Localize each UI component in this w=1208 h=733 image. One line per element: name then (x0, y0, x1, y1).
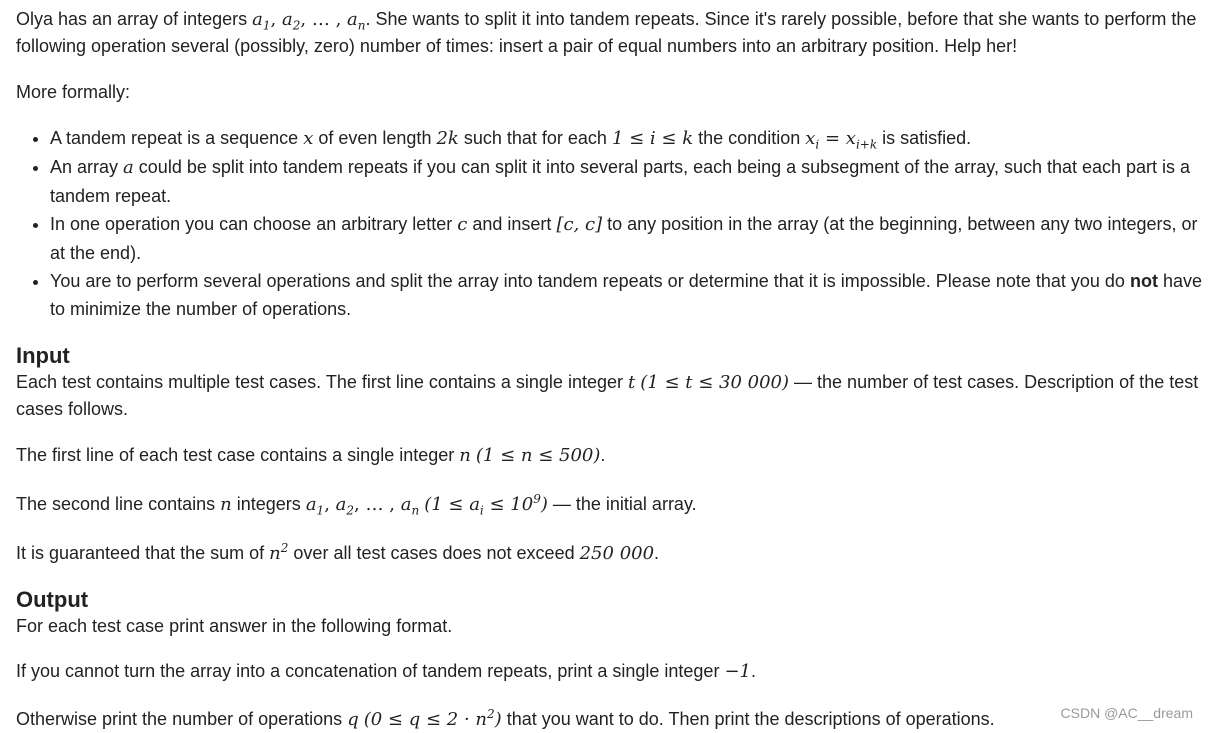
input-paragraph-3: The second line contains n integers $a_1$, $a_2$, … , $a_n$ $(1 \le a_i \le 10^9)$ — the initial array. (16, 492, 697, 518)
math-c: c (457, 214, 468, 235)
math-condition: 1 ≤ i ≤ k (611, 128, 694, 149)
math-t: t (628, 372, 636, 393)
math-n: n (220, 494, 232, 515)
math-t-range: (1 ≤ t ≤ 30 000) (640, 372, 790, 393)
math-seq-a1: $a_1$, $a_2$, … , $a_n$ (252, 9, 366, 33)
math-a: a (123, 157, 134, 178)
input-heading: Input (16, 343, 70, 368)
math-n-squared: $n^2$ (269, 541, 289, 564)
input-paragraph-4: It is guaranteed that the sum of $n^2$ over all test cases does not exceed 250 000. (16, 541, 660, 564)
output-heading: Output (16, 587, 89, 612)
math-n-range: (1 ≤ n ≤ 500) (475, 445, 601, 466)
math-minus-one: −1 (724, 661, 751, 682)
math-2k: 2k (436, 128, 459, 149)
math-seq: $a_1$, $a_2$, … , $a_n$ (305, 494, 420, 518)
list-item: • In one operation you can choose an arbitrary letter c and insert [c, c] to any position in the array (at the beginning, between any two integers, or at the end). (50, 210, 1204, 267)
input-paragraph-1: Each test contains multiple test cases. The first line contains a single integer t (1 ≤ t ≤ 30 000) — the number of test cases. Description of the test cases follows. (16, 372, 1199, 419)
intro-text-2: . She wants to split it into tandem repeats. Since it's rarely possible, before that she wants to perform the following operation several (possibly, zero) number of times: insert a pair of equal numbers into an arbitrary position. Help her! (16, 9, 1197, 56)
problem-statement (16, 6, 1204, 733)
more-formally-text: More formally: (16, 82, 131, 102)
math-x: x (303, 128, 314, 149)
input-paragraph-2: The first line of each test case contains a single integer n (1 ≤ n ≤ 500). (16, 445, 606, 466)
math-n: n (459, 445, 471, 466)
intro-text-1: Olya has an array of integers (16, 9, 248, 29)
bold-not: not (1129, 271, 1158, 291)
list-item: • An array a could be split into tandem repeats if you can split it into several parts, each being a subsegment of the array, such that each part is a tandem repeat. (50, 153, 1204, 210)
math-xi-eq: $x_i = x_{i+k}$ (805, 128, 878, 152)
math-pair: [c, c] (556, 214, 603, 235)
output-paragraph-2: If you cannot turn the array into a concatenation of tandem repeats, print a single integer −1. (16, 661, 757, 682)
intro-paragraph (16, 6, 1204, 59)
math-q-range: $(0 \le q \le 2 \cdot n^2)$ (363, 707, 502, 730)
math-limit: 250 000 (579, 543, 655, 564)
list-item: • You are to perform several operations and split the array into tandem repeats or determine that it is impossible. Please note that you do not have to minimize the number of operations. (50, 267, 1204, 323)
list-item: • A tandem repeat is a sequence x of even length 2k such that for each 1 ≤ i ≤ k the condition $x_i = x_{i+k}$ is satisfied. (50, 124, 1204, 153)
output-paragraph-1: For each test case print answer in the following format. (16, 616, 453, 636)
math-a-range: $(1 \le a_i \le 10^9)$ (424, 492, 548, 518)
definition-list (16, 124, 1204, 323)
watermark: CSDN @AC__dream (1060, 705, 1193, 721)
math-q: q (347, 709, 359, 730)
output-paragraph-3: Otherwise print the number of operations q $(0 \le q \le 2 \cdot n^2)$ that you want to do. Then print the descriptions of operations. (16, 707, 995, 730)
